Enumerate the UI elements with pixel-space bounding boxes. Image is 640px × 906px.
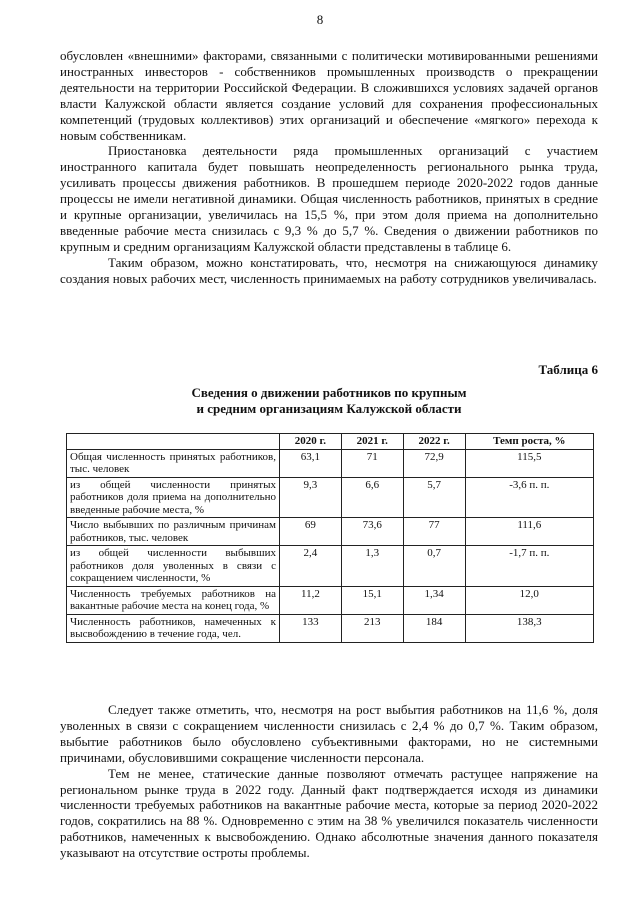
table-row [67, 586, 594, 614]
cell-2022: 1,34 [403, 586, 465, 614]
row-label: из общей численности выбывших работников доля уволенных в связи с сокращением численности, % [67, 546, 280, 587]
cell-2022: 184 [403, 614, 465, 642]
table-title-line-1: Сведения о движении работников по крупным [191, 385, 467, 400]
row-label: Численность работников, намеченных к высвобождению в течение года, чел. [67, 614, 280, 642]
intro-paragraph-2: Приостановка деятельности ряда промышленных организаций с участием иностранного капитала будет повышать неопределенность регионального рынка труда, усиливать процессы движения работников. В прошедшем периоде 2020-2022 годов данные процессы не имели негативной динамики. Общая численность работников, принятых в средние и крупные организации, увеличилась на 15,5 %, при этом доля приема на дополнительно введенные рабочие места снизилась с 9,3 % до 5,7 %. Сведения о движении работников по крупным и средним организациям Калужской области представлены в таблице 6. [60, 143, 598, 254]
row-label: Общая численность принятых работников, тыс. человек [67, 449, 280, 477]
table-title [60, 385, 598, 417]
cell-2020: 133 [280, 614, 342, 642]
intro-text [60, 48, 598, 287]
closing-text [60, 702, 598, 861]
cell-growth: 115,5 [465, 449, 593, 477]
cell-2020: 69 [280, 518, 342, 546]
intro-paragraph-3: Таким образом, можно констатировать, что, несмотря на снижающуюся динамику создания новых рабочих мест, численность принимаемых на работу сотрудников увеличивалась. [60, 254, 598, 286]
row-label: Численность требуемых работников на вакантные рабочие места на конец года, % [67, 586, 280, 614]
cell-2022: 77 [403, 518, 465, 546]
cell-2020: 9,3 [280, 477, 342, 518]
cell-growth: 138,3 [465, 614, 593, 642]
header-2021: 2021 г. [341, 434, 403, 450]
workers-movement-table [66, 433, 594, 643]
cell-growth: -1,7 п. п. [465, 546, 593, 587]
table-row [67, 477, 594, 518]
row-label: Число выбывших по различным причинам работников, тыс. человек [67, 518, 280, 546]
header-growth: Темп роста, % [465, 434, 593, 450]
closing-paragraph-1: Следует также отметить, что, несмотря на рост выбытия работников на 11,6 %, доля уволенных в связи с сокращением численности снизилась с 2,4 % до 0,7 %. Таким образом, выбытие работников было обусловлено субъективными факторами, но не системными причинами, обусловившими сокращение численности персонала. [60, 702, 598, 765]
cell-2020: 63,1 [280, 449, 342, 477]
table-row [67, 614, 594, 642]
cell-2022: 5,7 [403, 477, 465, 518]
row-label: из общей численности принятых работников доля приема на дополнительно введенные рабочие места, % [67, 477, 280, 518]
cell-2022: 72,9 [403, 449, 465, 477]
cell-2021: 71 [341, 449, 403, 477]
cell-2021: 213 [341, 614, 403, 642]
header-2020: 2020 г. [280, 434, 342, 450]
table-row [67, 546, 594, 587]
header-label-cell [67, 434, 280, 450]
cell-2020: 11,2 [280, 586, 342, 614]
cell-growth: -3,6 п. п. [465, 477, 593, 518]
cell-2022: 0,7 [403, 546, 465, 587]
cell-growth: 12,0 [465, 586, 593, 614]
cell-2021: 73,6 [341, 518, 403, 546]
table-label: Таблица 6 [538, 362, 598, 377]
table-row [67, 518, 594, 546]
closing-paragraph-2: Тем не менее, статические данные позволяют отмечать растущее напряжение на региональном рынке труда в 2022 году. Данный факт подтверждается исходя из динамики численности требуемых работников на вакантные рабочие места, которые за период 2020-2022 годов, сократились на 88 %. Одновременно с этим на 38 % увеличился показатель численности работников, намеченных к высвобождению. Однако абсолютные значения данного показателя указывают на отсутствие остроты проблемы. [60, 765, 598, 861]
cell-2021: 1,3 [341, 546, 403, 587]
header-2022: 2022 г. [403, 434, 465, 450]
cell-growth: 111,6 [465, 518, 593, 546]
table-header-row [67, 434, 594, 450]
cell-2020: 2,4 [280, 546, 342, 587]
page-number: 8 [316, 12, 324, 27]
cell-2021: 15,1 [341, 586, 403, 614]
cell-2021: 6,6 [341, 477, 403, 518]
intro-paragraph-1: обусловлен «внешними» факторами, связанными с политически мотивированными решениями иностранных инвесторов - собственников промышленных производств о прекращении деятельности на территории Российской Федерации. В сложившихся условиях задачей органов власти Калужской области является создание условий для сохранения профессиональных компетенций (трудовых коллективов) этих организаций и обеспечение «мягкого» перехода к новым собственникам. [60, 48, 598, 143]
table-title-line-2: и средним организациям Калужской области [196, 401, 462, 416]
table-row [67, 449, 594, 477]
